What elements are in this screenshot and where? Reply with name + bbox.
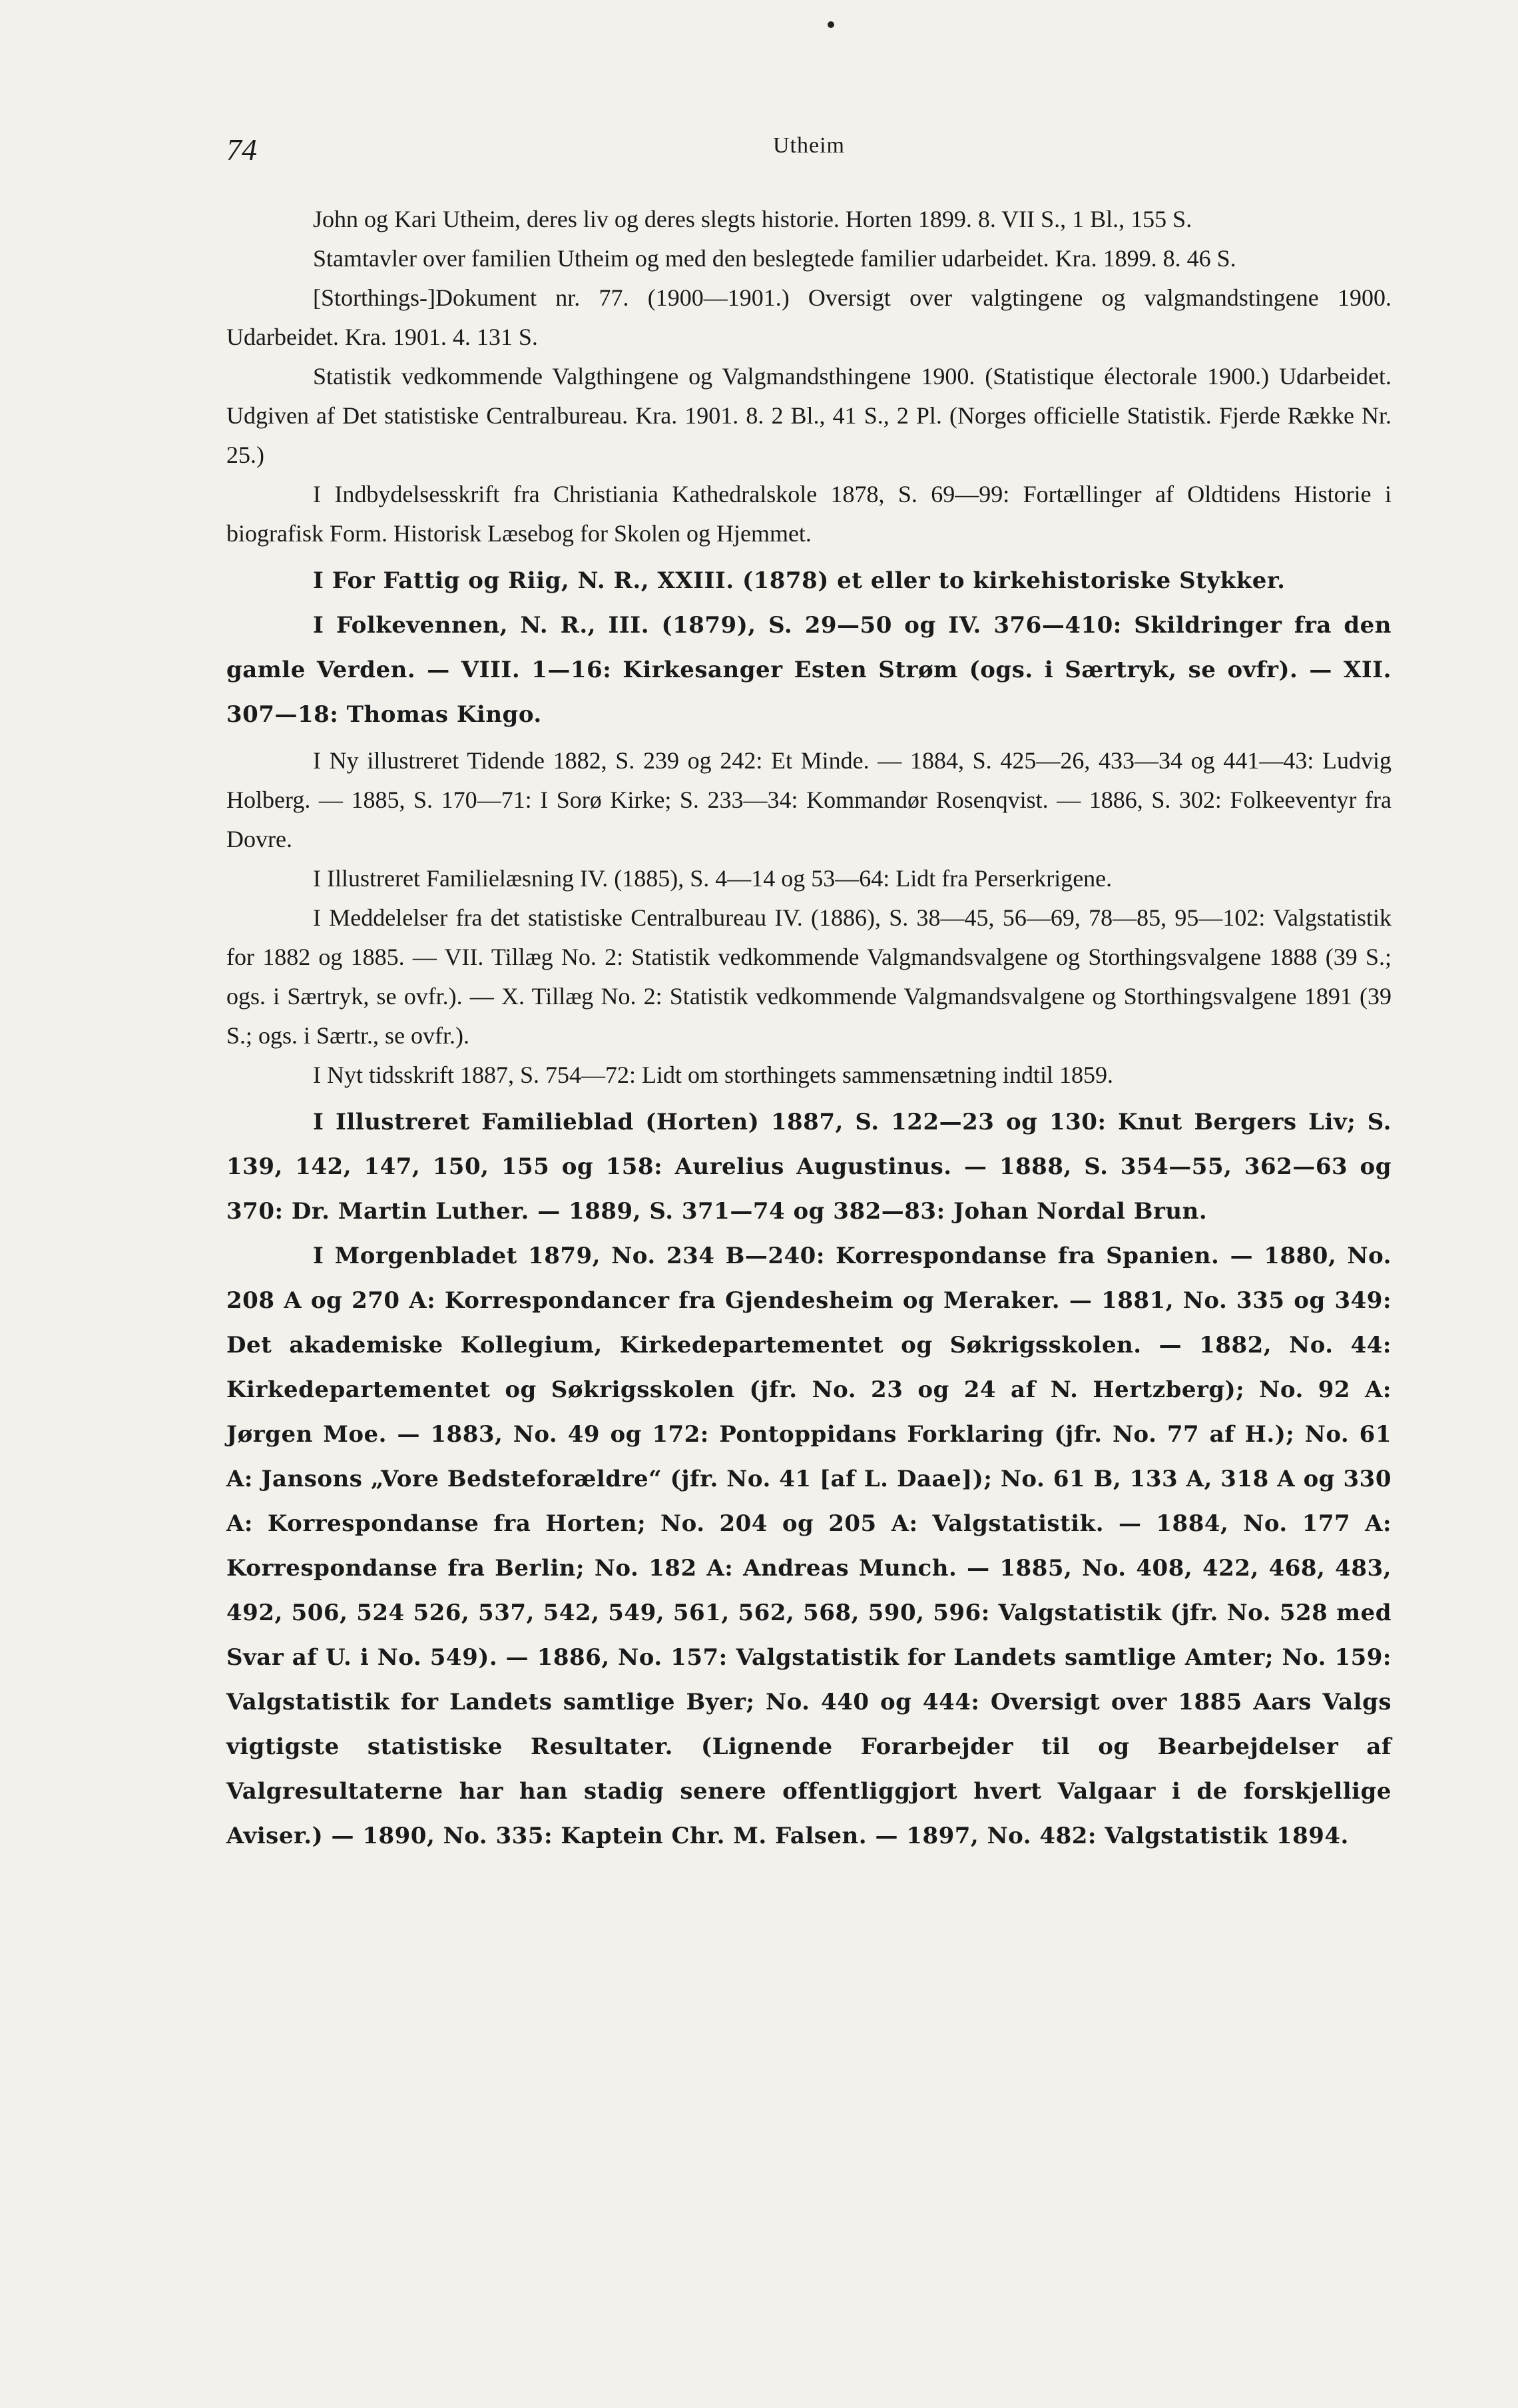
entry-paragraph: [Storthings-]Dokument nr. 77. (1900—1901.) Oversigt over valgtingene og valgmandstingene 1900. Udarbeidet. Kra. 1901. 4. 131 S. bbox=[226, 284, 1392, 350]
entry-paragraph: I Nyt tidsskrift 1887, S. 754—72: Lidt om storthingets sammensætning indtil 1859. bbox=[313, 1061, 1114, 1088]
print-speck bbox=[828, 21, 834, 28]
running-title: Utheim bbox=[773, 133, 845, 158]
entry-paragraph-gothic: I Morgenbladet 1879, No. 234 B—240: Korrespondanse fra Spanien. — 1880, No. 208 A og 270 A: Korrespondancer fra Gjendesheim og Meraker. — 1881, No. 335 og 349: Det akademiske Kollegium, Kirkedepartementet og Søkrigsskolen. — 1882, No. 44: Kirkedepartementet og Søkrigsskolen (jfr. No. 23 og 24 af N. Hertzberg); No. 92 A: Jørgen Moe. — 1883, No. 49 og 172: Pontoppidans Forklaring (jfr. No. 77 af H.); No. 61 A: Jansons „Vore Bedsteforældre“ (jfr. No. 41 [af L. Daae]); No. 61 B, 133 A, 318 A og 330 A: Korrespondanse fra Horten; No. 204 og 205 A: Valgstatistik. — 1884, No. 177 A: Korrespondanse fra Berlin; No. 182 A: Andreas Munch. — 1885, No. 408, 422, 468, 483, 492, 506, 524 526, 537, 542, 549, 561, 562, 568, 590, 596: Valgstatistik (jfr. No. 528 med Svar af U. i No. 549). — 1886, No. 157: Valgstatistik for Landets samtlige Amter; No. 159: Valgstatistik for Landets samtlige Byer; No. 440 og 444: Oversigt over 1885 Aars Valgs vigtigste statistiske Resultater. (Lignende Forarbejder til og Bearbejdelser af Valgresultaterne har han stadig senere offentliggjort hvert Valgaar i de forskjellige Aviser.) — 1890, No. 335: Kaptein Chr. M. Falsen. — 1897, No. 482: Valgstatistik 1894. bbox=[226, 1243, 1392, 1849]
bibliography-text bbox=[226, 200, 1392, 1859]
entry-paragraph: John og Kari Utheim, deres liv og deres slegts historie. Horten 1899. 8. VII S., 1 Bl., 155 S. bbox=[313, 206, 1192, 232]
entry-paragraph: Stamtavler over familien Utheim og med den beslegtede familier udarbeidet. Kra. 1899. 8. 46 S. bbox=[313, 245, 1236, 272]
entry-paragraph-gothic: I Folkevennen, N. R., III. (1879), S. 29—50 og IV. 376—410: Skildringer fra den gamle Verden. — VIII. 1—16: Kirkesanger Esten Strøm (ogs. i Særtryk, se ovfr). — XII. 307—18: Thomas Kingo. bbox=[226, 612, 1392, 728]
entry-paragraph: Statistik vedkommende Valgthingene og Valgmandsthingene 1900. (Statistique électorale 1900.) Udarbeidet. Udgiven af Det statistiske Centralbureau. Kra. 1901. 8. 2 Bl., 41 S., 2 Pl. (Norges officielle Statistik. Fjerde Række Nr. 25.) bbox=[226, 363, 1392, 468]
entry-paragraph-gothic: I For Fattig og Riig, N. R., XXIII. (1878) et eller to kirkehistoriske Stykker. bbox=[313, 567, 1286, 594]
entry-paragraph: I Ny illustreret Tidende 1882, S. 239 og 242: Et Minde. — 1884, S. 425—26, 433—34 og 441—43: Ludvig Holberg. — 1885, S. 170—71: I Sorø Kirke; S. 233—34: Kommandør Rosenqvist. — 1886, S. 302: Folkeeventyr fra Dovre. bbox=[226, 747, 1392, 852]
entry-paragraph: I Illustreret Familielæsning IV. (1885), S. 4—14 og 53—64: Lidt fra Perserkrigene. bbox=[313, 865, 1113, 892]
page-header bbox=[226, 132, 1392, 172]
entry-paragraph: I Indbydelsesskrift fra Christiania Kathedralskole 1878, S. 69—99: Fortællinger af Oldtidens Historie i biografisk Form. Historisk Læsebog for Skolen og Hjemmet. bbox=[226, 481, 1392, 547]
entry-paragraph: I Meddelelser fra det statistiske Centralbureau IV. (1886), S. 38—45, 56—69, 78—85, 95—102: Valgstatistik for 1882 og 1885. — VII. Tillæg No. 2: Statistik vedkommende Valgmandsvalgene og Storthingsvalgene 1888 (39 S.; ogs. i Særtryk, se ovfr.). — X. Tillæg No. 2: Statistik vedkommende Valgmandsvalgene og Storthingsvalgene 1891 (39 S.; ogs. i Særtr., se ovfr.). bbox=[226, 904, 1392, 1049]
entry-paragraph-gothic: I Illustreret Familieblad (Horten) 1887, S. 122—23 og 130: Knut Bergers Liv; S. 139, 142, 147, 150, 155 og 158: Aurelius Augustinus. — 1888, S. 354—55, 362—63 og 370: Dr. Martin Luther. — 1889, S. 371—74 og 382—83: Johan Nordal Brun. bbox=[226, 1109, 1392, 1225]
page-number: 74 bbox=[226, 133, 257, 166]
